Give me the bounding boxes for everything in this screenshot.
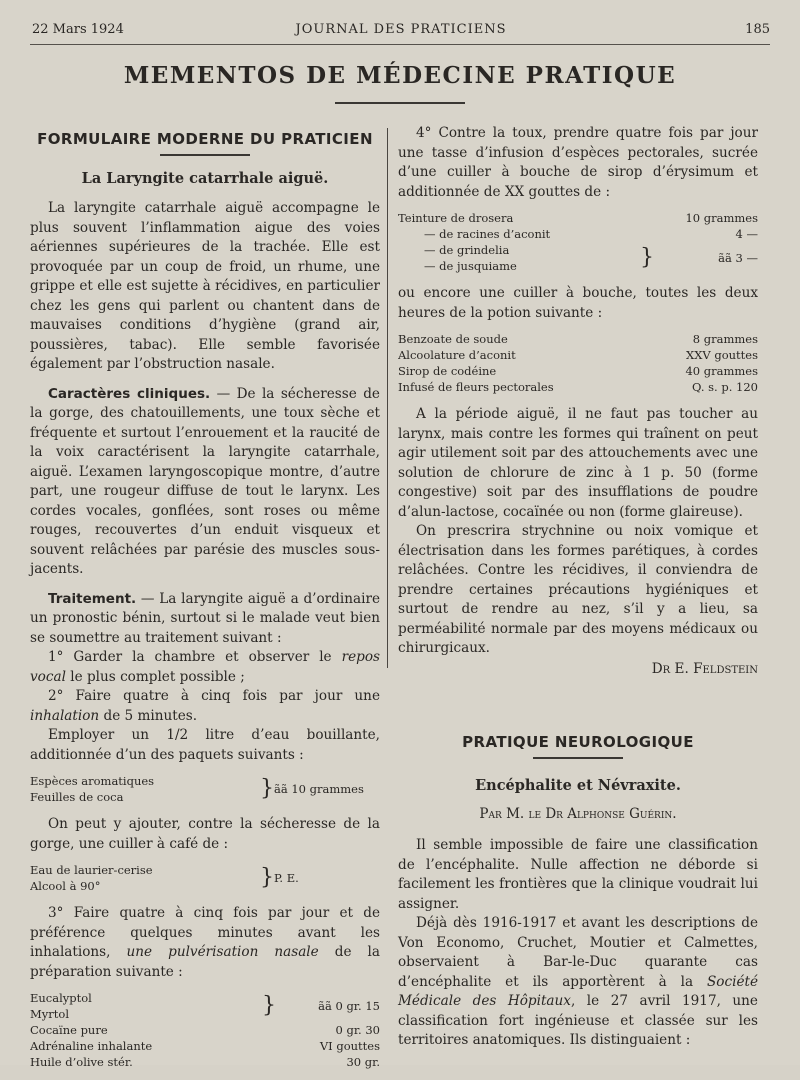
encephalite-paragraph-1: Il semble impossible de faire une classification de l’encéphalite. Nulle affection ne déborde si facilement les frontières que la clinique voudrait lui assigner. bbox=[398, 837, 758, 912]
strychnine-paragraph: On prescrira strychnine ou noix vomique et électrisation dans les formes parétiques, à cordes relâchées. Contre les récidives, il conviendra de prendre certaines précautions hygiéniques et surtout de rendre au nez, s’il y a lieu, sa perméabilité normale par des moyens médicaux ou chirurgicaux. bbox=[398, 523, 758, 656]
intro-paragraph: La laryngite catarrhale aiguë accompagne le plus souvent l’inflammation aigue des voies aériennes supérieures de la trachée. Elle est provoquée par un coup de froid, un rhume, une grippe et elle est sujette à récidives, en particulier chez les gens qui parlent ou chantent dans de mauvaises conditions d’hygiène (grand air, poussières, tabac). Elle semble favorisée également par l’obstruction nasale. bbox=[30, 200, 380, 372]
treatment-heading: Traitement. bbox=[48, 590, 137, 607]
clinical-text: — De la sécheresse de la gorge, des chatouillements, une toux sèche et fréquente et surtout l’enrouement et la raucité de la voix caractérisent la laryngite catarrhale, aiguë. L’examen laryngoscopique montre, d’autre part, une rougeur diffuse de tout le larynx. Les cordes vocales, gonflées, sont roses ou même rouges, recouvertes d’un enduit visqueux et souvent relâchées par parésie des muscles sous-jacents. bbox=[30, 385, 380, 577]
inhalation-instructions: Employer un 1/2 litre d’eau bouillante, additionnée d’un des paquets suivants : bbox=[30, 727, 380, 763]
author-signature: Dr E. Feldstein bbox=[651, 660, 758, 677]
brace-glyph: } bbox=[260, 865, 274, 890]
article-title-laryngite: La Laryngite catarrhale aiguë. bbox=[81, 170, 329, 187]
article-byline: Par M. le Dr Alphonse Guérin. bbox=[479, 806, 677, 822]
treatment-item-3: 3° Faire quatre à cinq fois par jour et de préférence quelques minutes avant les inhalations, une pulvérisation nasale de la préparation suivante : bbox=[30, 905, 380, 980]
prescription-item: Feuilles de coca bbox=[30, 790, 124, 804]
prescription-cough-drops bbox=[398, 210, 758, 274]
emphasis: Société Médicale des Hôpitaux bbox=[398, 973, 758, 1009]
right-column bbox=[398, 124, 758, 1051]
prescription-row: Teinture de drosera 10 grammes bbox=[398, 211, 758, 225]
prescription-item: Myrtol bbox=[30, 1007, 69, 1021]
prescription-nasal-spray bbox=[30, 990, 380, 1070]
prescription-row: Benzoate de soude 8 grammes bbox=[398, 332, 758, 346]
treatment-paragraph bbox=[30, 590, 380, 649]
acute-phase-paragraph: A la période aiguë, il ne faut pas toucher au larynx, mais contre les formes qui traînent on peut agir utilement soit par des attouchements avec une solution de chlorure de zinc à 1 p. 50 (forme congestive) soit par des insufflations de poudre d’alun-lactose, cocaïnée ou non (forme glaireuse). bbox=[398, 406, 758, 520]
left-column bbox=[30, 124, 380, 1080]
clinical-paragraph bbox=[30, 385, 380, 580]
prescription-group bbox=[30, 773, 380, 805]
prescription-item: Eucalyptol bbox=[30, 991, 92, 1005]
prescription-row: — de racines d’aconit 4 — bbox=[424, 227, 758, 241]
prescription-row: Huile d’olive stér. 30 gr. bbox=[30, 1055, 380, 1069]
section-rule bbox=[533, 757, 623, 759]
header-journal-title: JOURNAL DES PRATICIENS bbox=[295, 22, 507, 37]
prescription-inhalation bbox=[30, 773, 380, 805]
section-title-formulaire: FORMULAIRE MODERNE DU PRATICIEN bbox=[37, 130, 373, 148]
dryness-paragraph: On peut y ajouter, contre la sécheresse de la gorge, une cuiller à café de : bbox=[30, 816, 380, 852]
section-title-neurologique: PRATIQUE NEUROLOGIQUE bbox=[462, 733, 694, 751]
potion-intro: ou encore une cuiller à bouche, toutes les deux heures de la potion suivante : bbox=[398, 285, 758, 321]
running-header bbox=[32, 22, 770, 40]
emphasis: repos vocal bbox=[30, 649, 380, 685]
treatment-text: — La laryngite aiguë a d’ordinaire un pronostic bénin, surtout si le malade veut bien se soumettre au traitement suivant : bbox=[30, 590, 380, 646]
prescription-additive bbox=[30, 862, 380, 894]
page-title: MEMENTOS DE MÉDECINE PRATIQUE bbox=[123, 62, 677, 89]
header-rule bbox=[30, 44, 770, 45]
treatment-item-1: 1° Garder la chambre et observer le repos vocal le plus complet possible ; bbox=[30, 649, 380, 685]
prescription-row: Cocaïne pure 0 gr. 30 bbox=[30, 1023, 380, 1037]
prescription-group bbox=[398, 242, 758, 274]
prescription-row: Sirop de codéine 40 grammes bbox=[398, 364, 758, 378]
header-date: 22 Mars 1924 bbox=[32, 22, 124, 37]
brace-glyph: } bbox=[640, 245, 654, 270]
emphasis: inhalation bbox=[30, 707, 100, 724]
prescription-item: — de grindelia bbox=[424, 243, 510, 257]
prescription-group bbox=[30, 990, 380, 1022]
encephalite-paragraph-2: Déjà dès 1916-1917 et avant les descriptions de Von Economo, Cruchet, Moutier et Calmettes, observaient à Bar-le-Duc quarante cas d’encéphalite et ils apportèrent à la Société Médicale des Hôpitaux, le 27 avril 1917, une classification fort ingénieuse et classée sur les territoires anatomiques. Ils distinguaient : bbox=[398, 915, 758, 1048]
prescription-row: Infusé de fleurs pectorales Q. s. p. 120 bbox=[398, 380, 758, 394]
article-title-encephalite: Encéphalite et Névraxite. bbox=[475, 777, 681, 794]
prescription-qty: ãã 3 — bbox=[718, 251, 758, 265]
prescription-potion bbox=[398, 331, 758, 395]
prescription-item: Alcool à 90° bbox=[30, 879, 101, 893]
prescription-item: — de jusquiame bbox=[424, 259, 517, 273]
treatment-item-2: 2° Faire quatre à cinq fois par jour une inhalation de 5 minutes. bbox=[30, 688, 380, 724]
prescription-qty: P. E. bbox=[274, 871, 299, 885]
header-page-number: 185 bbox=[745, 22, 770, 37]
prescription-group bbox=[30, 862, 380, 894]
clinical-heading: Caractères cliniques. bbox=[48, 385, 211, 402]
prescription-item: Espèces aromatiques bbox=[30, 774, 155, 788]
column-divider bbox=[387, 128, 388, 668]
brace-glyph: } bbox=[260, 776, 274, 801]
section-rule bbox=[160, 154, 250, 156]
title-rule bbox=[335, 102, 465, 104]
prescription-item: Eau de laurier-cerise bbox=[30, 863, 153, 877]
prescription-qty: ãã 10 grammes bbox=[274, 782, 364, 796]
treatment-item-4: 4° Contre la toux, prendre quatre fois par jour une tasse d’infusion d’espèces pectorales, sucrée d’une cuiller à bouche de sirop d’érysimum et additionnée de XX gouttes de : bbox=[398, 125, 758, 200]
prescription-row: Adrénaline inhalante VI gouttes bbox=[30, 1039, 380, 1053]
emphasis: une pulvérisation nasale bbox=[126, 944, 319, 960]
brace-glyph: } bbox=[262, 993, 276, 1018]
prescription-qty: ãã 0 gr. 15 bbox=[318, 999, 380, 1013]
prescription-row: Alcoolature d’aconit XXV gouttes bbox=[398, 348, 758, 362]
